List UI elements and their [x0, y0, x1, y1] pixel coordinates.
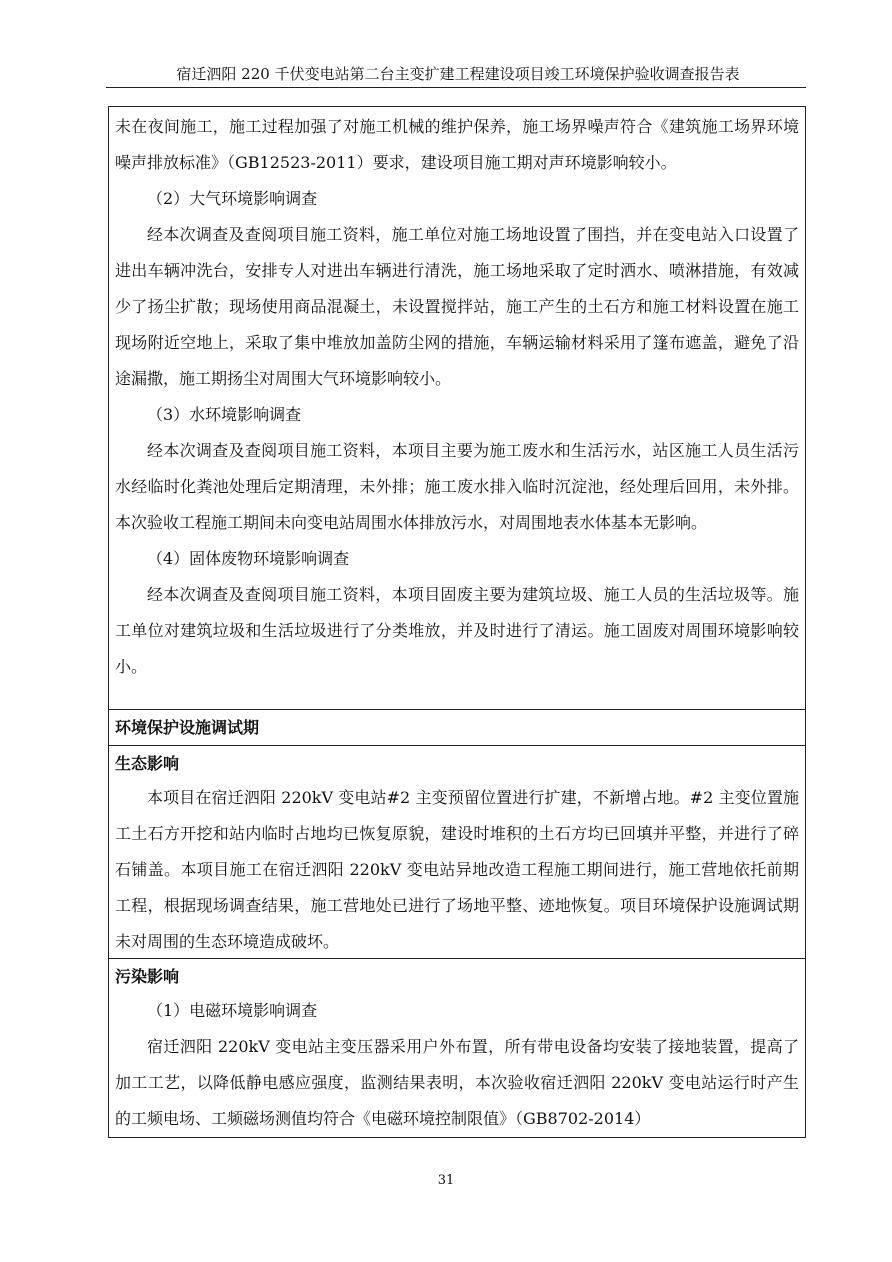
- ecology-heading: 生态影响: [115, 754, 180, 773]
- ecology-cell: [109, 746, 805, 959]
- solid-waste-heading: （4）固体废物环境影响调查: [147, 549, 350, 568]
- ecology-paragraph: 本项目在宿迁泗阳 220kV 变电站#2 主变预留位置进行扩建，不新增占地。#2 主变位置施工土石方开挖和站内临时占地均已恢复原貌，建设时堆积的土石方均已回填并平整，并进行了碎石铺盖。本项目施工在宿迁泗阳 220kV 变电站异地改造工程施工期间进行，施工营地依托前期工程，根据现场调查结果，施工营地处已进行了场地平整、迹地恢复。项目环境保护设施调试期未对周围的生态环境造成破坏。: [115, 788, 799, 951]
- noise-continuation-paragraph: 未在夜间施工，施工过程加强了对施工机械的维护保养，施工场界噪声符合《建筑施工场界环境噪声排放标准》（GB12523-2011）要求，建设项目施工期对声环境影响较小。: [115, 117, 799, 172]
- water-impact-heading: （3）水环境影响调查: [147, 405, 302, 424]
- pollution-cell: [109, 959, 805, 1137]
- pollution-heading: 污染影响: [115, 967, 180, 986]
- construction-impact-cell: [109, 107, 805, 710]
- header-rule: [106, 87, 806, 88]
- solid-waste-paragraph: 经本次调查及查阅项目施工资料，本项目固废主要为建筑垃圾、施工人员的生活垃圾等。施工单位对建筑垃圾和生活垃圾进行了分类堆放，并及时进行了清运。施工固废对周围环境影响较小。: [115, 585, 799, 676]
- air-impact-heading: （2）大气环境影响调查: [147, 189, 318, 208]
- report-table: [108, 106, 806, 1138]
- electromagnetic-heading: （1）电磁环境影响调查: [147, 1001, 318, 1020]
- page-number: 31: [437, 1173, 455, 1188]
- electromagnetic-paragraph: 宿迁泗阳 220kV 变电站主变压器采用户外布置，所有带电设备均安装了接地装置，提高了加工工艺，以降低静电感应强度，监测结果表明，本次验收宿迁泗阳 220kV 变电站运行时产生的工频电场、工频磁场测值均符合《电磁环境控制限值》（GB8702-2014）: [115, 1037, 799, 1128]
- air-impact-paragraph: 经本次调查及查阅项目施工资料，施工单位对施工场地设置了围挡，并在变电站入口设置了进出车辆冲洗台，安排专人对进出车辆进行清洗，施工场地采取了定时洒水、喷淋措施，有效减少了扬尘扩散；现场使用商品混凝土，未设置搅拌站，施工产生的土石方和施工材料设置在施工现场附近空地上，采取了集中堆放加盖防尘网的措施，车辆运输材料采用了篷布遮盖，避免了沿途漏撒，施工期扬尘对周围大气环境影响较小。: [115, 225, 799, 388]
- water-impact-paragraph: 经本次调查及查阅项目施工资料，本项目主要为施工废水和生活污水，站区施工人员生活污水经临时化粪池处理后定期清理，未外排；施工废水排入临时沉淀池，经处理后回用，未外排。本次验收工程施工期间未向变电站周围水体排放污水，对周围地表水体基本无影响。: [115, 441, 799, 532]
- debugging-period-heading: 环境保护设施调试期: [109, 710, 805, 746]
- report-header-title: 宿迁泗阳 220 千伏变电站第二台主变扩建工程建设项目竣工环境保护验收调查报告表: [176, 65, 740, 83]
